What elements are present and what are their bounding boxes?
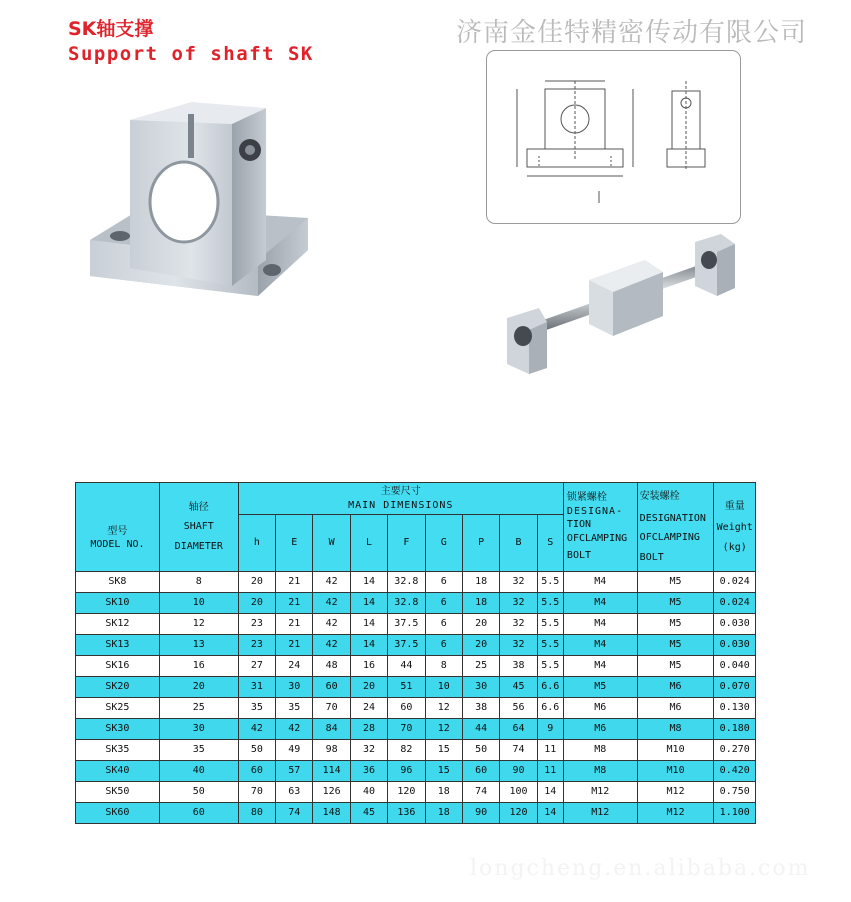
- cell-lock-bolt: M4: [563, 572, 637, 593]
- cell-h: 70: [238, 782, 275, 803]
- cell-s: 14: [537, 803, 563, 824]
- table-row: [76, 656, 756, 677]
- header-lock-en4: BOLT: [566, 550, 592, 562]
- cell-e: 21: [276, 593, 313, 614]
- cell-h: 35: [238, 698, 275, 719]
- cell-p: 30: [462, 677, 499, 698]
- cell-weight: 0.750: [714, 782, 756, 803]
- cell-s: 11: [537, 761, 563, 782]
- cell-l: 28: [350, 719, 387, 740]
- cell-shaft: 8: [159, 572, 238, 593]
- cell-f: 51: [388, 677, 425, 698]
- cell-g: 10: [425, 677, 462, 698]
- cell-s: 5.5: [537, 593, 563, 614]
- cell-shaft: 13: [159, 635, 238, 656]
- table-row: [76, 782, 756, 803]
- cell-p: 38: [462, 698, 499, 719]
- cell-p: 74: [462, 782, 499, 803]
- cell-mount-bolt: M10: [637, 761, 714, 782]
- header-dim-b: B: [500, 515, 537, 572]
- cell-b: 32: [500, 635, 537, 656]
- cell-weight: 0.180: [714, 719, 756, 740]
- cell-p: 20: [462, 635, 499, 656]
- cell-p: 90: [462, 803, 499, 824]
- cell-w: 70: [313, 698, 350, 719]
- cell-shaft: 16: [159, 656, 238, 677]
- cell-g: 6: [425, 614, 462, 635]
- cell-b: 120: [500, 803, 537, 824]
- header-model-cn: 型号: [107, 525, 128, 537]
- cell-h: 60: [238, 761, 275, 782]
- cell-mount-bolt: M12: [637, 803, 714, 824]
- cell-h: 50: [238, 740, 275, 761]
- header-mount-en3: BOLT: [639, 551, 664, 563]
- cell-model: SK40: [76, 761, 160, 782]
- cell-l: 32: [350, 740, 387, 761]
- cell-mount-bolt: M5: [637, 614, 714, 635]
- cell-lock-bolt: M4: [563, 614, 637, 635]
- title-english: Support of shaft SK: [68, 43, 314, 65]
- cell-shaft: 40: [159, 761, 238, 782]
- cell-f: 37.5: [388, 635, 425, 656]
- cell-f: 70: [388, 719, 425, 740]
- cell-g: 6: [425, 593, 462, 614]
- cell-e: 24: [276, 656, 313, 677]
- cell-w: 42: [313, 593, 350, 614]
- cell-weight: 0.024: [714, 572, 756, 593]
- cell-l: 14: [350, 635, 387, 656]
- cell-w: 114: [313, 761, 350, 782]
- cell-e: 21: [276, 635, 313, 656]
- cell-e: 74: [276, 803, 313, 824]
- header-mount-bolt: [637, 483, 714, 572]
- cell-l: 20: [350, 677, 387, 698]
- cell-p: 44: [462, 719, 499, 740]
- cell-h: 23: [238, 635, 275, 656]
- cell-shaft: 60: [159, 803, 238, 824]
- cell-e: 35: [276, 698, 313, 719]
- cell-w: 60: [313, 677, 350, 698]
- cell-w: 42: [313, 572, 350, 593]
- header-mount-en2: OFCLAMPING: [639, 532, 700, 543]
- watermark-text: longcheng.en.alibaba.com: [470, 856, 811, 881]
- cell-h: 20: [238, 572, 275, 593]
- cell-h: 42: [238, 719, 275, 740]
- header-main-en: MAIN DIMENSIONS: [348, 499, 454, 511]
- cell-lock-bolt: M8: [563, 761, 637, 782]
- cell-f: 37.5: [388, 614, 425, 635]
- cell-s: 14: [537, 782, 563, 803]
- cell-w: 84: [313, 719, 350, 740]
- header-dim-f: F: [388, 515, 425, 572]
- header-lock-bolt: [563, 483, 637, 572]
- spec-table: [75, 482, 756, 824]
- header-lock-en1: DESIGNA-: [566, 505, 624, 517]
- cell-mount-bolt: M6: [637, 698, 714, 719]
- header-dim-g: G: [425, 515, 462, 572]
- cell-l: 14: [350, 614, 387, 635]
- cell-b: 38: [500, 656, 537, 677]
- header-main-dimensions: [238, 483, 563, 515]
- cell-g: 18: [425, 803, 462, 824]
- header-weight-cn: 重量: [724, 500, 745, 512]
- cell-l: 16: [350, 656, 387, 677]
- table-row: [76, 740, 756, 761]
- cell-l: 45: [350, 803, 387, 824]
- cell-e: 57: [276, 761, 313, 782]
- cell-g: 15: [425, 740, 462, 761]
- header-lock-en2: TION: [566, 519, 592, 531]
- title-chinese: SK轴支撑: [68, 18, 154, 40]
- cell-s: 6.6: [537, 698, 563, 719]
- cell-b: 32: [500, 572, 537, 593]
- cell-mount-bolt: M5: [637, 635, 714, 656]
- cell-lock-bolt: M8: [563, 740, 637, 761]
- cell-e: 21: [276, 572, 313, 593]
- cell-weight: 0.024: [714, 593, 756, 614]
- cell-f: 96: [388, 761, 425, 782]
- header-mount-en1: DESIGNATION: [639, 512, 706, 524]
- cell-g: 6: [425, 635, 462, 656]
- cell-b: 100: [500, 782, 537, 803]
- header-shaft: [159, 483, 238, 572]
- header-shaft-en2: DIAMETER: [174, 540, 223, 552]
- cell-w: 42: [313, 614, 350, 635]
- header-lock-en3: OFCLAMPING: [566, 532, 628, 544]
- cell-p: 20: [462, 614, 499, 635]
- table-row: [76, 572, 756, 593]
- header-dim-l: L: [350, 515, 387, 572]
- cell-weight: 1.100: [714, 803, 756, 824]
- cell-lock-bolt: M6: [563, 719, 637, 740]
- cell-lock-bolt: M12: [563, 782, 637, 803]
- header-dim-h: h: [238, 515, 275, 572]
- cell-h: 80: [238, 803, 275, 824]
- cell-shaft: 30: [159, 719, 238, 740]
- header-main-cn: 主要尺寸: [380, 486, 421, 497]
- table-row: [76, 719, 756, 740]
- cell-weight: 0.040: [714, 656, 756, 677]
- cell-shaft: 25: [159, 698, 238, 719]
- cell-model: SK30: [76, 719, 160, 740]
- table-row: [76, 698, 756, 719]
- cell-f: 44: [388, 656, 425, 677]
- cell-model: SK35: [76, 740, 160, 761]
- cell-mount-bolt: M5: [637, 656, 714, 677]
- cell-g: 6: [425, 572, 462, 593]
- cell-b: 32: [500, 593, 537, 614]
- header-model-en: MODEL NO.: [90, 539, 145, 550]
- cell-f: 32.8: [388, 593, 425, 614]
- cell-s: 6.6: [537, 677, 563, 698]
- cell-e: 21: [276, 614, 313, 635]
- cell-e: 49: [276, 740, 313, 761]
- table-row: [76, 761, 756, 782]
- cell-b: 45: [500, 677, 537, 698]
- cell-g: 18: [425, 782, 462, 803]
- cell-g: 8: [425, 656, 462, 677]
- cell-mount-bolt: M8: [637, 719, 714, 740]
- cell-weight: 0.270: [714, 740, 756, 761]
- cell-e: 30: [276, 677, 313, 698]
- cell-mount-bolt: M12: [637, 782, 714, 803]
- header-weight-unit: (kg): [722, 541, 747, 553]
- cell-f: 32.8: [388, 572, 425, 593]
- cell-model: SK20: [76, 677, 160, 698]
- technical-drawing: [486, 50, 741, 224]
- cell-shaft: 20: [159, 677, 238, 698]
- cell-s: 5.5: [537, 656, 563, 677]
- cell-s: 11: [537, 740, 563, 761]
- cell-h: 31: [238, 677, 275, 698]
- cell-weight: 0.030: [714, 614, 756, 635]
- cell-weight: 0.030: [714, 635, 756, 656]
- cell-s: 5.5: [537, 614, 563, 635]
- cell-g: 15: [425, 761, 462, 782]
- header-dim-e: E: [276, 515, 313, 572]
- cell-mount-bolt: M6: [637, 677, 714, 698]
- cell-f: 60: [388, 698, 425, 719]
- cell-s: 9: [537, 719, 563, 740]
- cell-b: 56: [500, 698, 537, 719]
- cell-p: 60: [462, 761, 499, 782]
- cell-w: 126: [313, 782, 350, 803]
- header-lock-cn: 锁紧螺栓: [566, 492, 607, 504]
- header-shaft-en1: SHAFT: [183, 521, 214, 533]
- cell-w: 48: [313, 656, 350, 677]
- cell-weight: 0.070: [714, 677, 756, 698]
- cell-e: 42: [276, 719, 313, 740]
- cell-f: 136: [388, 803, 425, 824]
- cell-l: 14: [350, 593, 387, 614]
- cell-s: 5.5: [537, 572, 563, 593]
- cell-w: 148: [313, 803, 350, 824]
- cell-b: 90: [500, 761, 537, 782]
- cell-model: SK12: [76, 614, 160, 635]
- cell-l: 14: [350, 572, 387, 593]
- cell-model: SK10: [76, 593, 160, 614]
- cell-g: 12: [425, 698, 462, 719]
- cell-weight: 0.420: [714, 761, 756, 782]
- cell-shaft: 35: [159, 740, 238, 761]
- cell-shaft: 50: [159, 782, 238, 803]
- cell-l: 36: [350, 761, 387, 782]
- cell-l: 24: [350, 698, 387, 719]
- table-row: [76, 803, 756, 824]
- cell-model: SK16: [76, 656, 160, 677]
- cell-p: 50: [462, 740, 499, 761]
- dimension-drawing: [487, 51, 740, 223]
- header-model: [76, 483, 160, 572]
- header-weight: [714, 483, 756, 572]
- cell-p: 18: [462, 593, 499, 614]
- cell-p: 18: [462, 572, 499, 593]
- cell-h: 23: [238, 614, 275, 635]
- cell-model: SK13: [76, 635, 160, 656]
- cell-model: SK50: [76, 782, 160, 803]
- header-shaft-cn: 轴径: [188, 501, 209, 513]
- header-dim-p: P: [462, 515, 499, 572]
- cell-mount-bolt: M5: [637, 593, 714, 614]
- cell-l: 40: [350, 782, 387, 803]
- header-dim-w: W: [313, 515, 350, 572]
- cell-shaft: 10: [159, 593, 238, 614]
- cell-h: 27: [238, 656, 275, 677]
- cell-lock-bolt: M12: [563, 803, 637, 824]
- cell-p: 25: [462, 656, 499, 677]
- cell-lock-bolt: M6: [563, 698, 637, 719]
- cell-lock-bolt: M5: [563, 677, 637, 698]
- cell-mount-bolt: M10: [637, 740, 714, 761]
- header-dim-s: S: [537, 515, 563, 572]
- cell-model: SK25: [76, 698, 160, 719]
- cell-s: 5.5: [537, 635, 563, 656]
- cell-weight: 0.130: [714, 698, 756, 719]
- table-row: [76, 635, 756, 656]
- header-weight-en: Weight: [716, 522, 753, 534]
- cell-mount-bolt: M5: [637, 572, 714, 593]
- cell-model: SK8: [76, 572, 160, 593]
- cell-w: 42: [313, 635, 350, 656]
- cell-e: 63: [276, 782, 313, 803]
- cell-lock-bolt: M4: [563, 656, 637, 677]
- cell-f: 82: [388, 740, 425, 761]
- table-row: [76, 677, 756, 698]
- header-mount-cn: 安装螺栓: [639, 491, 680, 502]
- cell-b: 64: [500, 719, 537, 740]
- cell-lock-bolt: M4: [563, 593, 637, 614]
- shaft-assembly-photo: [495, 232, 745, 382]
- table-row: [76, 614, 756, 635]
- cell-model: SK60: [76, 803, 160, 824]
- cell-w: 98: [313, 740, 350, 761]
- company-name: 济南金佳特精密传动有限公司: [455, 18, 807, 48]
- cell-f: 120: [388, 782, 425, 803]
- cell-b: 32: [500, 614, 537, 635]
- cell-shaft: 12: [159, 614, 238, 635]
- cell-lock-bolt: M4: [563, 635, 637, 656]
- cell-b: 74: [500, 740, 537, 761]
- shaft-support-photo: [80, 90, 330, 305]
- table-row: [76, 593, 756, 614]
- cell-h: 20: [238, 593, 275, 614]
- cell-g: 12: [425, 719, 462, 740]
